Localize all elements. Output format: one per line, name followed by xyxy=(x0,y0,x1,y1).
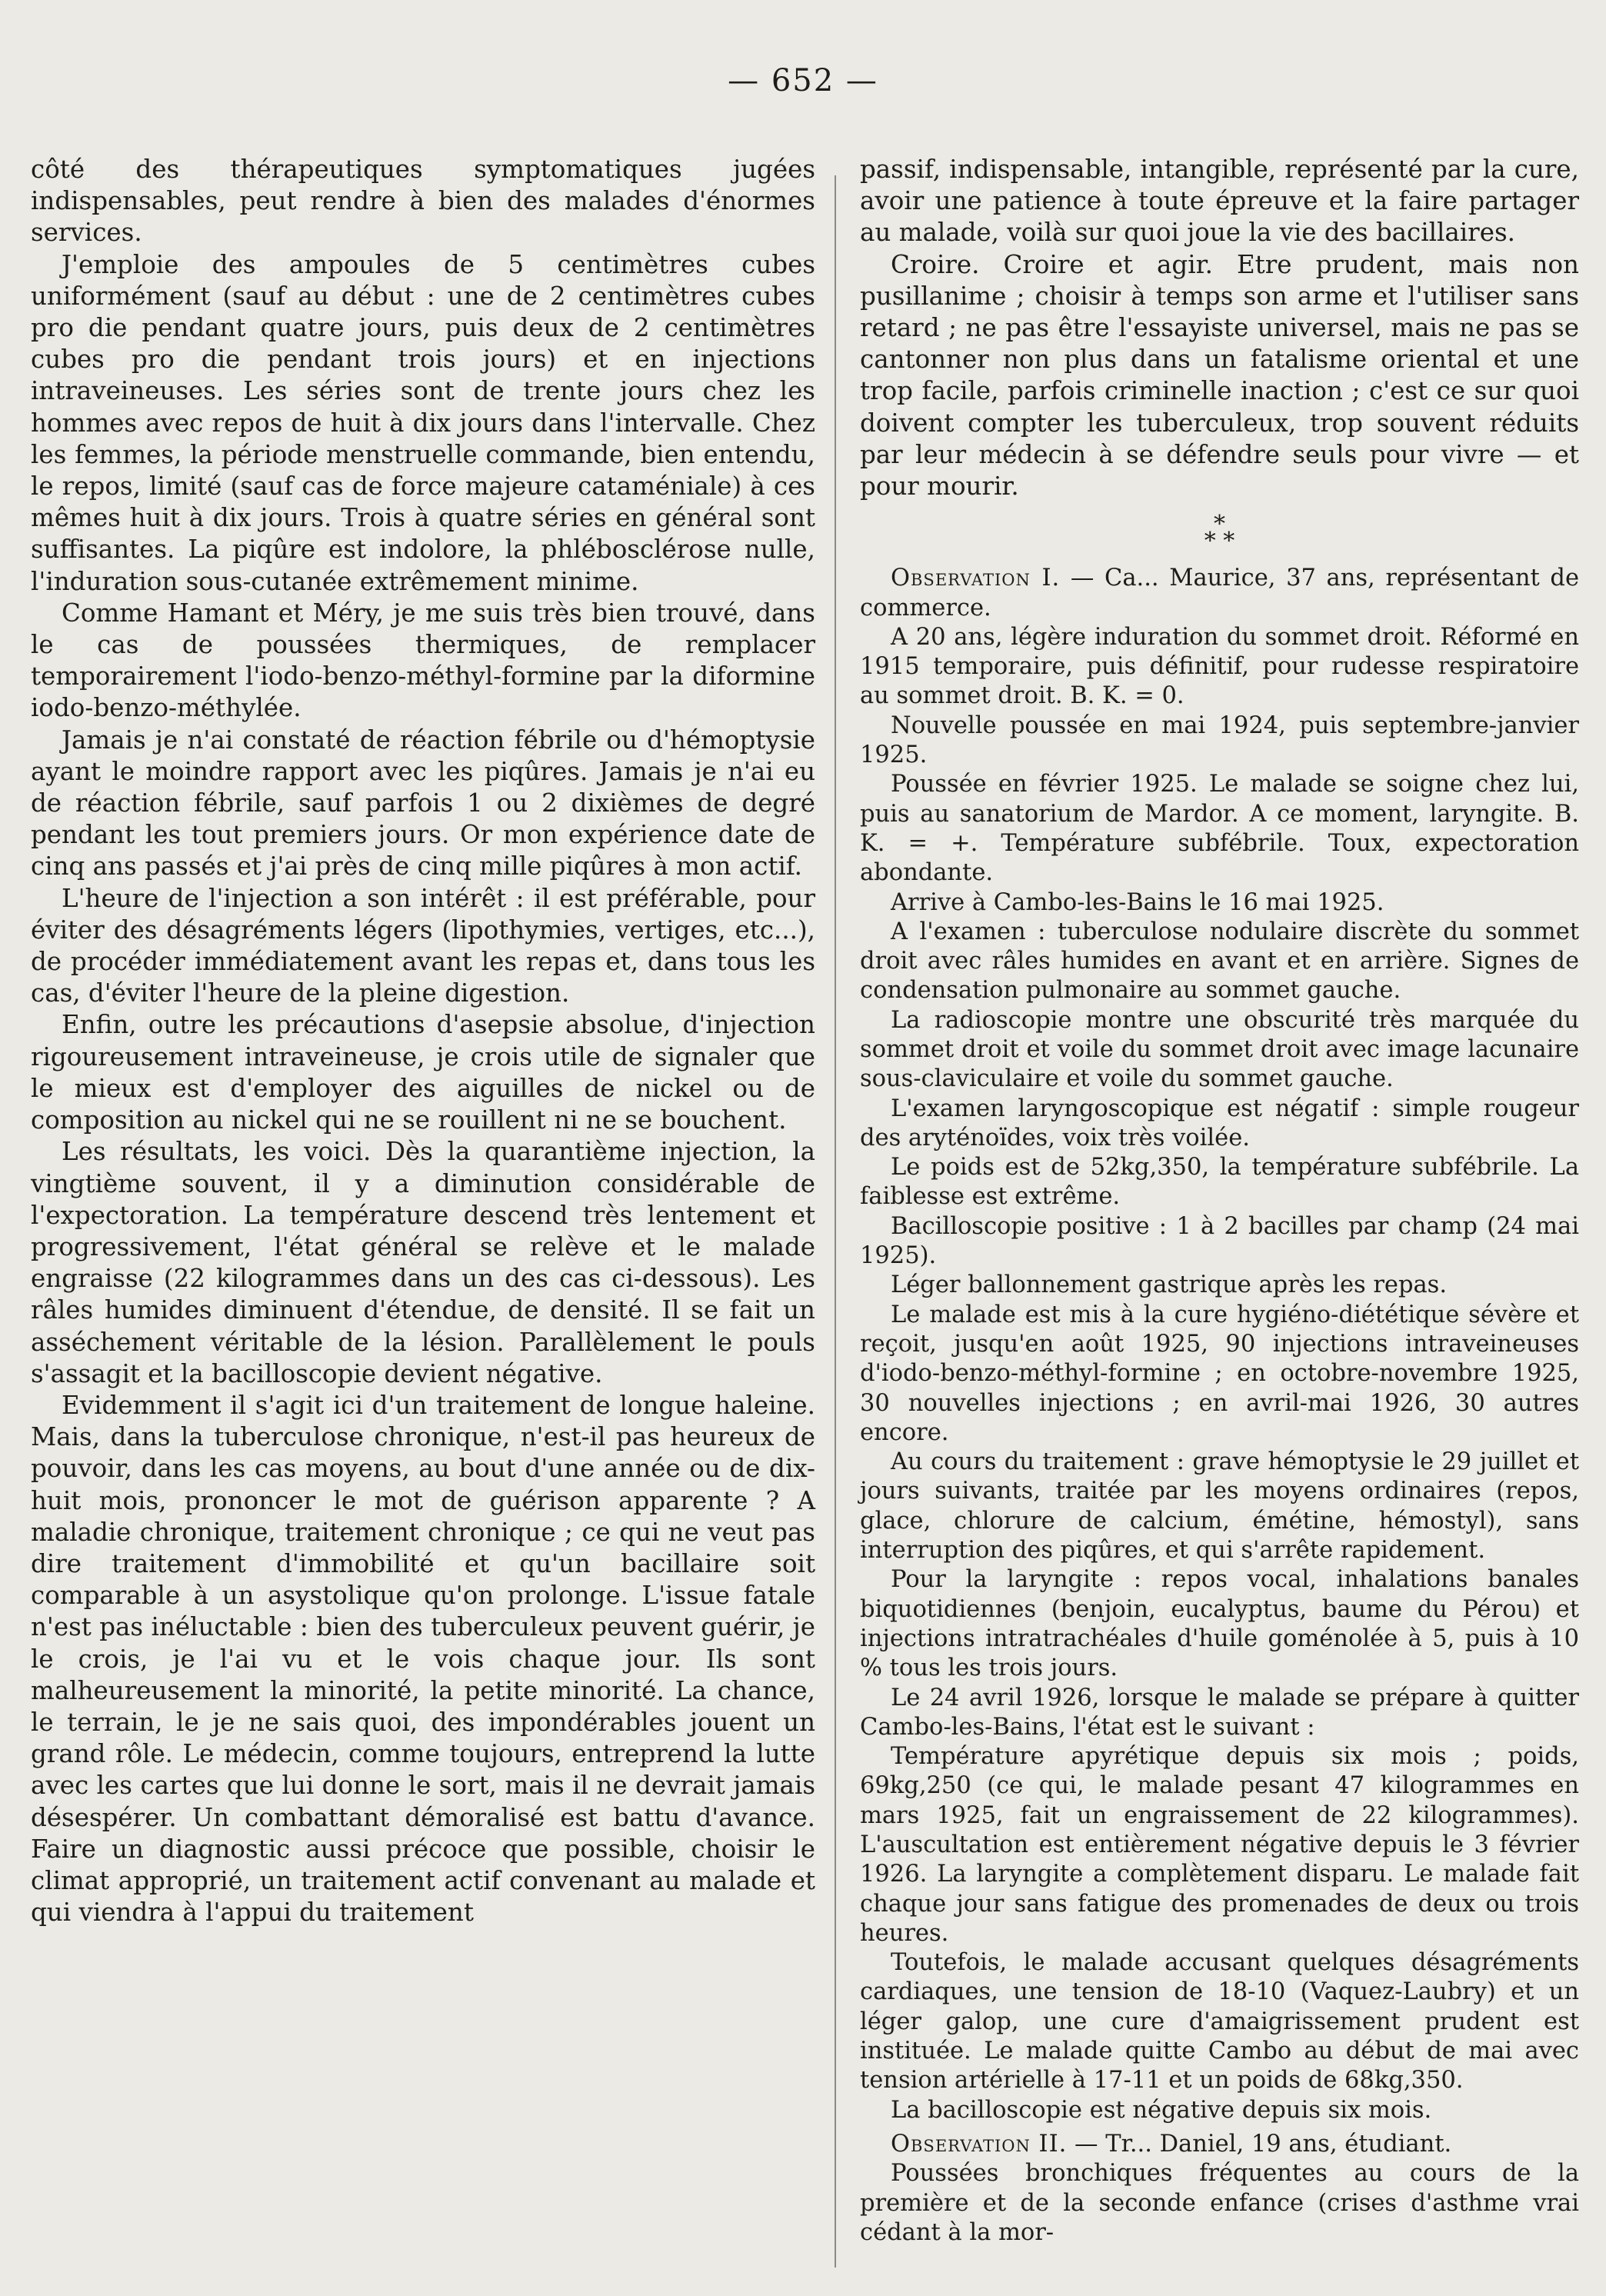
paragraph: Bacilloscopie positive : 1 à 2 bacilles par champ (24 mai 1925). xyxy=(860,1212,1579,1270)
paragraph: Poussées bronchiques fréquentes au cours de la première et de la seconde enfance (crises d'asthme vrai cédant à la mor- xyxy=(860,2160,1579,2246)
paragraph: La radioscopie montre une obscurité très marquée du sommet droit et voile du sommet droit avec image lacunaire sous-claviculaire et voile du sommet gauche. xyxy=(860,1006,1579,1093)
paragraph: A 20 ans, légère induration du sommet droit. Réformé en 1915 temporaire, puis définitif, pour rudesse respiratoire au sommet droit. B. K. = 0. xyxy=(860,623,1579,710)
observation-2 xyxy=(860,2130,1579,2248)
paragraph: L'heure de l'injection a son intérêt : il est préférable, pour éviter des désagréments légers (lipothymies, vertiges, etc...), de procéder immédiatement avant les repas et, dans tous les cas, d'éviter l'heure de la pleine digestion. xyxy=(31,883,815,1008)
paragraph: Les résultats, les voici. Dès la quarantième injection, la vingtième souvent, il y a diminution considérable de l'expectoration. La température descend très lentement et progressivement, l'état général se relève et le malade engraisse (22 kilogrammes dans un des cas ci-dessous). Les râles humides diminuent d'étendue, de densité. Il se fait un asséchement véritable de la lésion. Parallèlement le pouls s'assagit et la bacilloscopie devient négative. xyxy=(31,1137,815,1388)
paragraph: côté des thérapeutiques symptomatiques jugées indispensables, peut rendre à bien des malades d'énormes services. xyxy=(31,155,815,248)
section-separator xyxy=(860,511,1579,555)
page-number: — 652 — xyxy=(728,63,878,98)
separator-stars: * * * xyxy=(1204,511,1235,555)
paragraph: Evidemment il s'agit ici d'un traitement de longue haleine. Mais, dans la tuberculose chronique, n'est-il pas heureux de pouvoir, dans les cas moyens, au bout d'une année ou de dix-huit mois, prononcer le mot de guérison apparente ? A maladie chronique, traitement chronique ; ce qui ne veut pas dire traitement d'immobilité et qu'un bacillaire soit comparable à un asystolique qu'on prolonge. L'issue fatale n'est pas inéluctable : bien des tuberculeux peuvent guérir, je le crois, je l'ai vu et le vois chaque jour. Ils sont malheureusement la minorité, la petite minorité. La chance, le terrain, le je ne sais quoi, des impondérables jouent un grand rôle. Le médecin, comme toujours, entreprend la lutte avec les cartes que lui donne le sort, mais il ne devrait jamais désespérer. Un combattant démoralisé est battu d'avance. Faire un diagnostic aussi précoce que possible, choisir le climat approprié, un traitement actif convenant au malade et qui viendra à l'appui du traitement xyxy=(31,1390,815,1928)
paragraph: A l'examen : tuberculose nodulaire discrète du sommet droit avec râles humides en avant et en arrière. Signes de condensation pulmonaire au sommet gauche. xyxy=(860,918,1579,1005)
paragraph: Croire. Croire et agir. Etre prudent, mais non pusillanime ; choisir à temps son arme et l'utiliser sans retard ; ne pas être l'essayiste universel, mais ne pas se cantonner non plus dans un fatalisme oriental et une trop facile, parfois criminelle inaction ; c'est ce sur quoi doivent compter les tuberculeux, trop souvent réduits par leur médecin à se défendre seuls pour vivre — et pour mourir. xyxy=(860,249,1579,502)
observation-heading xyxy=(860,564,1579,623)
column-divider xyxy=(835,175,836,2268)
paragraph: J'emploie des ampoules de 5 centimètres cubes uniformément (sauf au début : une de 2 centimètres cubes pro die pendant quatre jours, puis deux de 2 centimètres cubes pro die pendant trois jours) et en injections intraveineuses. Les séries sont de trente jours chez les hommes avec repos de huit à dix jours dans l'intervalle. Chez les femmes, la période menstruelle commande, bien entendu, le repos, limité (sauf cas de force majeure cataméniale) à ces mêmes huit à dix jours. Trois à quatre séries en général sont suffisantes. La piqûre est indolore, la phlébosclérose nulle, l'induration sous-cutanée extrêmement minime. xyxy=(31,249,815,596)
paragraph: Le 24 avril 1926, lorsque le malade se prépare à quitter Cambo-les-Bains, l'état est le suivant : xyxy=(860,1684,1579,1741)
observation-heading xyxy=(860,2130,1579,2159)
paragraph: Pour la laryngite : repos vocal, inhalations banales biquotidiennes (benjoin, eucalyptus, baume du Pérou) et injections intratrachéales d'huile goménolée à 5, puis à 10 % tous les trois jours. xyxy=(860,1566,1579,1682)
paragraph: Enfin, outre les précautions d'asepsie absolue, d'injection rigoureusement intraveineuse, je crois utile de signaler que le mieux est d'employer des aiguilles de nickel ou de composition au nickel qui ne se rouillent ni ne se bouchent. xyxy=(31,1010,815,1135)
paragraph: Le malade est mis à la cure hygiéno-diététique sévère et reçoit, jusqu'en août 1925, 90 injections intraveineuses d'iodo-benzo-méthyl-formine ; en octobre-novembre 1925, 30 nouvelles injections ; en avril-mai 1926, 30 autres encore. xyxy=(860,1301,1579,1446)
observation-label: Observation II. xyxy=(891,2130,1068,2158)
paragraph: Poussée en février 1925. Le malade se soigne chez lui, puis au sanatorium de Mardor. A ce moment, laryngite. B. K. = +. Température subfébrile. Toux, expectoration abondante. xyxy=(860,771,1579,887)
paragraph: Température apyrétique depuis six mois ; poids, 69kg,250 (ce qui, le malade pesant 47 kilogrammes en mars 1925, fait un engraissement de 22 kilogrammes). L'auscultation est entièrement négative depuis le 3 février 1926. La laryngite a complètement disparu. Le malade fait chaque jour sans fatigue des promenades de deux ou trois heures. xyxy=(860,1743,1579,1947)
paragraph: Le poids est de 52kg,350, la température subfébrile. La faiblesse est extrême. xyxy=(860,1154,1579,1211)
right-column xyxy=(860,154,1579,2248)
left-column xyxy=(31,154,815,1928)
paragraph: Comme Hamant et Méry, je me suis très bien trouvé, dans le cas de poussées thermiques, de remplacer temporairement l'iodo-benzo-méthyl-formine par la diformine iodo-benzo-méthylée. xyxy=(31,598,815,723)
paragraph: L'examen laryngoscopique est négatif : simple rougeur des aryténoïdes, voix très voilée. xyxy=(860,1095,1579,1151)
paragraph: La bacilloscopie est négative depuis six mois. xyxy=(891,2096,1432,2124)
paragraph: Jamais je n'ai constaté de réaction fébrile ou d'hémoptysie ayant le moindre rapport avec les piqûres. Jamais je n'ai eu de réaction fébrile, sauf parfois 1 ou 2 dixièmes de degré pendant les tout premiers jours. Or mon expérience date de cinq ans passés et j'ai près de cinq mille piqûres à mon actif. xyxy=(31,725,815,881)
paragraph: Arrive à Cambo-les-Bains le 16 mai 1925. xyxy=(891,888,1384,916)
observation-subject: — Ca... Maurice, 37 ans, représentant de commerce. xyxy=(860,565,1580,621)
paragraph: Nouvelle poussée en mai 1924, puis septembre-janvier 1925. xyxy=(860,711,1579,769)
observation-label: Observation I. xyxy=(891,565,1061,592)
paragraph: passif, indispensable, intangible, représenté par la cure, avoir une patience à toute épreuve et la faire partager au malade, voilà sur quoi joue la vie des bacillaires. xyxy=(860,155,1579,248)
observation-subject: — Tr... Daniel, 19 ans, étudiant. xyxy=(1067,2130,1452,2158)
paragraph: Léger ballonnement gastrique après les repas. xyxy=(891,1271,1448,1299)
paragraph: Toutefois, le malade accusant quelques désagréments cardiaques, une tension de 18-10 (Vaquez-Laubry) et un léger galop, une cure d'amaigrissement prudent est instituée. Le malade quitte Cambo au début de mai avec tension artérielle à 17-11 et un poids de 68kg,350. xyxy=(860,1949,1579,2094)
observation-1 xyxy=(860,564,1579,2125)
paragraph: Au cours du traitement : grave hémoptysie le 29 juillet et jours suivants, traitée par les moyens ordinaires (repos, glace, chlorure de calcium, émétine, hémostyl), sans interruption des piqûres, et qui s'arrête rapidement. xyxy=(860,1448,1579,1565)
